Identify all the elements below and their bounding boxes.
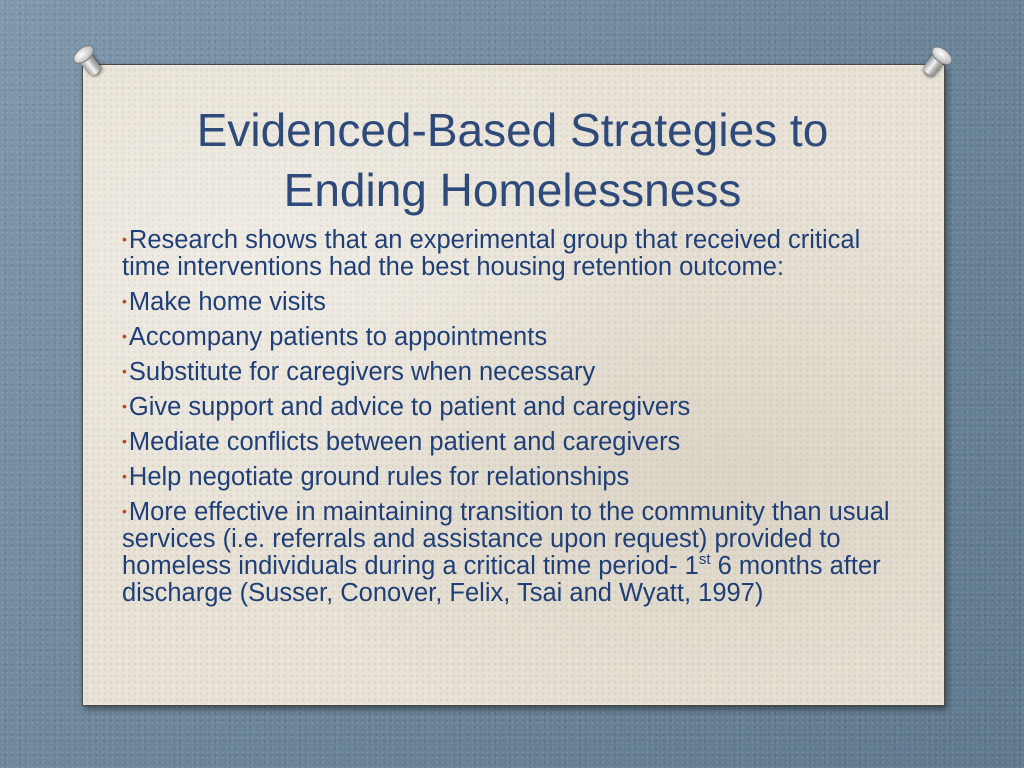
list-item: •Accompany patients to appointments xyxy=(122,323,548,351)
bullet-icon: • xyxy=(122,293,127,309)
title-line-2: Ending Homelessness xyxy=(283,164,742,216)
bullet-icon: • xyxy=(122,433,127,449)
superscript: st xyxy=(698,551,711,568)
bullet-list xyxy=(122,226,912,614)
list-item: •Make home visits xyxy=(122,288,326,316)
bullet-icon: • xyxy=(122,503,127,519)
bullet-icon: • xyxy=(122,328,127,344)
bullet-icon: • xyxy=(122,363,127,379)
list-item: •Substitute for caregivers when necessary xyxy=(122,358,596,386)
list-item: •Help negotiate ground rules for relationships xyxy=(122,463,630,491)
bullet-icon: • xyxy=(122,398,127,414)
bullet-icon: • xyxy=(122,468,127,484)
list-item: •More effective in maintaining transition to the community than usual services (i.e. referrals and assistance upon request) provided to homeless individuals during a critical time period- 1st 6 months after discharge (Susser, Conover, Felix, Tsai and Wyatt, 1997) xyxy=(122,498,890,607)
slide-title xyxy=(110,100,915,220)
list-item: •Mediate conflicts between patient and caregivers xyxy=(122,428,681,456)
title-line-1: Evidenced-Based Strategies to xyxy=(196,104,829,156)
list-item: •Give support and advice to patient and caregivers xyxy=(122,393,691,421)
list-item: •Research shows that an experimental group that received critical time interventions had the best housing retention outcome: xyxy=(122,226,861,281)
bullet-icon: • xyxy=(122,231,127,247)
